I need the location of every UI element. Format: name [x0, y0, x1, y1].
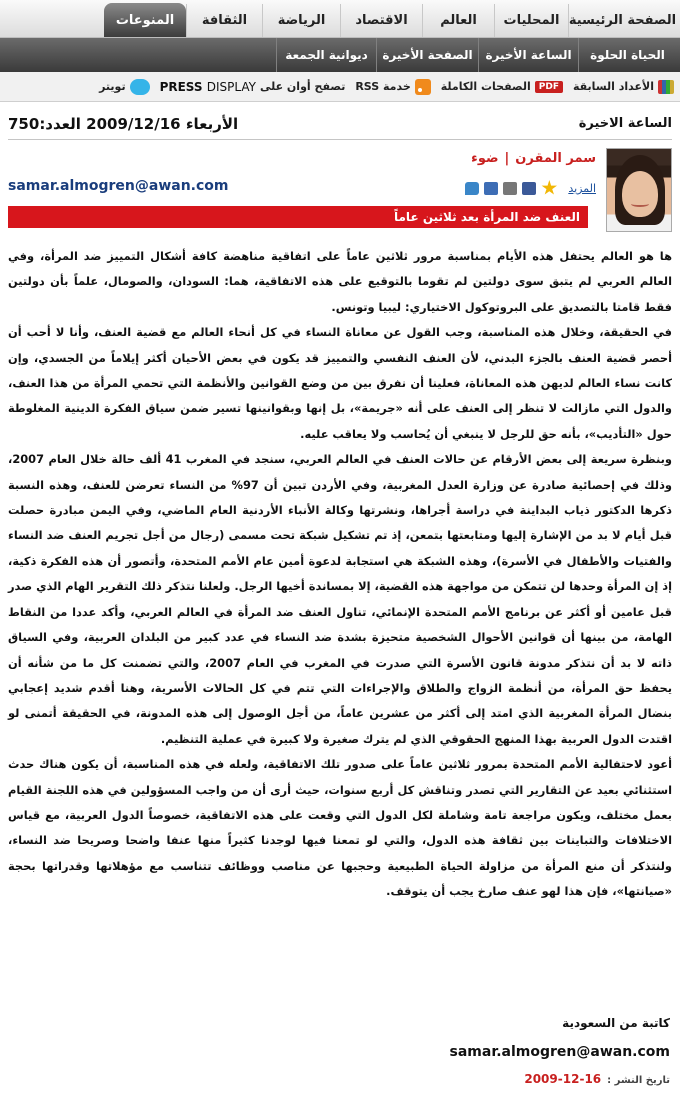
main-nav: [0, 0, 680, 38]
tab-local[interactable]: المحليات: [494, 4, 568, 37]
article-body: [8, 244, 672, 905]
column-name[interactable]: ضوء: [471, 151, 499, 166]
full-pages-label: الصفحات الكاملة: [440, 80, 531, 93]
books-icon: [658, 80, 674, 94]
twitter-label: تويتر: [99, 80, 126, 93]
author-name[interactable]: سمر المقرن: [515, 151, 596, 166]
subtab-friday-diwaniya[interactable]: ديوانية الجمعة: [276, 38, 376, 72]
pressdisplay-logo: PRESS DISPLAY: [159, 79, 256, 94]
publish-date-value: 16-12-2009: [524, 1072, 602, 1086]
twitter-icon: [130, 79, 150, 95]
divider: [8, 139, 672, 140]
tab-culture[interactable]: الثقافة: [186, 4, 262, 37]
archive-link[interactable]: [573, 80, 674, 94]
facebook-icon[interactable]: [522, 182, 536, 195]
tab-world[interactable]: العالم: [422, 4, 494, 37]
comment-icon[interactable]: [465, 182, 479, 195]
archive-label: الأعداد السابقة: [572, 80, 654, 93]
pressdisplay-link[interactable]: [160, 80, 346, 94]
author-signoff: كاتبة من السعودية: [562, 1016, 670, 1030]
issue-date: الأربعاء 2009/12/16 العدد:750: [8, 115, 239, 133]
subtab-last-page[interactable]: الصفحة الأخيرة: [376, 38, 478, 72]
pdf-icon: PDF: [535, 81, 563, 93]
author-email[interactable]: samar.almogren@awan.com: [8, 178, 229, 194]
subtab-last-hour[interactable]: الساعة الأخيرة: [478, 38, 578, 72]
subtab-sweet-life[interactable]: الحياة الحلوة: [578, 38, 676, 72]
full-pages-link[interactable]: [441, 80, 563, 93]
publish-date-label: تاريخ النشر :: [607, 1075, 670, 1086]
email-icon[interactable]: [484, 182, 498, 195]
share-tools: [465, 180, 596, 196]
article-paragraph: أعود لاحتفالية الأمم المتحدة بمرور ثلاثين عاماً على صدور تلك الاتفاقية، ولعله في هذه المناسبة، أن يكون هناك حدث استثنائي بعيد عن التقارير التي تصدر وتناقش كل أربع سنوات، حيث أرى أن من واجب المسؤولين في هذه اللجنة القيام بعمل مختلف، ويكون مراجعة تامة وشاملة لكل الدول التي وقعت على هذه الاتفاقية، خصوصاً الدول العربية، مع قياس الاختلافات والتباينات بين ثقافة هذه الدول، والتي لو تمعنا فيها لوجدنا كثيراً منها عنفا واضحا وصريحا ضد النساء، ولنتذكر أن منع المرأة من مزاولة الحياة الطبيعية وحجبها عن مناصب ووظائف تتناسب مع مؤهلاتها وقدراتها بحجة «صيانتها»، فإن هذا لهو عنف صارخ يجب أن يتوقف.: [8, 757, 672, 899]
tab-variety[interactable]: المنوعات: [104, 3, 186, 37]
star-icon[interactable]: [541, 180, 557, 196]
section-title: الساعة الاخيرة: [578, 116, 672, 131]
toolbar: [0, 72, 680, 102]
article-paragraph: ها هو العالم يحتفل هذه الأيام بمناسبة مرور ثلاثين عاماً على اتفاقية مناهضة كافة أشكال التمييز ضد المرأة، وفي العالم العربي لم يتبق سوى دولتين لم تقوما بالتوقيع على هذه الاتفاقية، هما: السودان، والصومال، علماً بأن دولتين فقط قامتا بالتصديق على البروتوكول الاختياري: ليبيا وتونس.: [8, 249, 672, 314]
tab-home[interactable]: الصفحة الرئيسية: [568, 4, 676, 37]
rss-label: خدمة RSS: [355, 80, 411, 93]
byline-separator: |: [504, 151, 510, 166]
pressdisplay-label: تصفح أوان على: [259, 80, 346, 93]
tab-sports[interactable]: الرياضة: [262, 4, 340, 37]
article-headline: العنف ضد المرأة بعد ثلاثين عاماً: [8, 206, 588, 228]
publish-date: [524, 1072, 670, 1086]
sub-nav: [0, 38, 680, 72]
more-articles-link[interactable]: المزيد: [568, 181, 596, 195]
article-paragraph: وبنظرة سريعة إلى بعض الأرقام عن حالات العنف في العالم العربي، سنجد في المغرب 41 ألف حالة خلال العام 2007، وذلك في إحصائية صادرة عن وزارة العدل المغربية، وفي الأردن تبين أن 97% من النساء تعرضن للعنف، وهذه النسبة ذكرها الدكتور ذياب البداينة في دراسة أجراها، ونشرتها وكالة الأنباء الأردنية العام الماضي، وفي اليمن مبادرة حصلت قبل أيام لا بد من الإشارة إليها ومتابعتها بتمعن، إذ تم تشكيل شبكة تحت مسمى (رجال من أجل تجريم العنف ضد النساء والفتيات والأطفال في الأسرة)، وهذه الشبكة هي استجابة لدعوة أمين عام الأمم المتحدة، وأتصور أن هذه الفكرة ذكية، إذ إن المرأة وحدها لن تتمكن من مواجهة هذه القضية، إلا بمساندة أخيها الرجل. ولعلنا نتذكر ذلك التقرير الهام الذي صدر قبل عامين أو أكثر عن برنامج الأمم المتحدة الإنمائي، تناول العنف ضد المرأة في العالم العربي، وأكد عددا من النقاط الهامة، من بينها أن قوانين الأحوال الشخصية متحيزة بشدة ضد النساء في عدد كبير من البلدان العربية، وفي السياق ذاته لا بد أن نتذكر مدونة قانون الأسرة التي صدرت في المغرب في العام 2007، والتي تضمنت كل ما من شأنه أن يحفظ حق المرأة، من أنظمة الزواج والطلاق والإجراءات التي تتم في كل الحالات الأسرية، وهنا أقدم شديد إعجابي بنضال المرأة المغربية الذي امتد إلى أكثر من عشرين عاماً، من أجل الوصول إلى هذه المدونة، في الحقيقة أتمنى لو اقتدت الدول العربية بهذا المنهج الحقوقي الذي لم يترك صغيرة ولا كبيرة في عملية التنظيم.: [8, 452, 672, 746]
twitter-link[interactable]: [99, 79, 150, 95]
article-paragraph: في الحقيقة، وخلال هذه المناسبة، وجب القول عن معاناة النساء في كل أنحاء العالم مع قضية العنف، وأنا لا أحب أن أحصر قضية العنف بالجزء البدني، لأن العنف النفسي والتمييز قد يكون في بعض الأحيان أكثر إيلاماً من الجسدي، وإن كانت نساء العالم لديهن هذه المعاناة، فعلينا أن نفرق بين من وضع القوانين والأنظمة التي تحمي المرأة من هذا العنف، والدول التي مازالت لا تنظر إلى العنف على أنه «جريمة»، بل إنها وبقوانينها تسير ضمن سياق الفكرة الدينية المغلوطة حول «التأديب»، بأنه حق للرجل لا ينبغي أن يُحاسب ولا يعاقب عليه.: [8, 325, 672, 441]
print-icon[interactable]: [503, 182, 517, 195]
rss-icon: [415, 79, 431, 95]
rss-link[interactable]: [355, 79, 430, 95]
tab-economy[interactable]: الاقتصاد: [340, 4, 422, 37]
author-email-footer[interactable]: samar.almogren@awan.com: [449, 1044, 670, 1060]
byline: [471, 151, 596, 166]
author-photo: [606, 148, 672, 232]
